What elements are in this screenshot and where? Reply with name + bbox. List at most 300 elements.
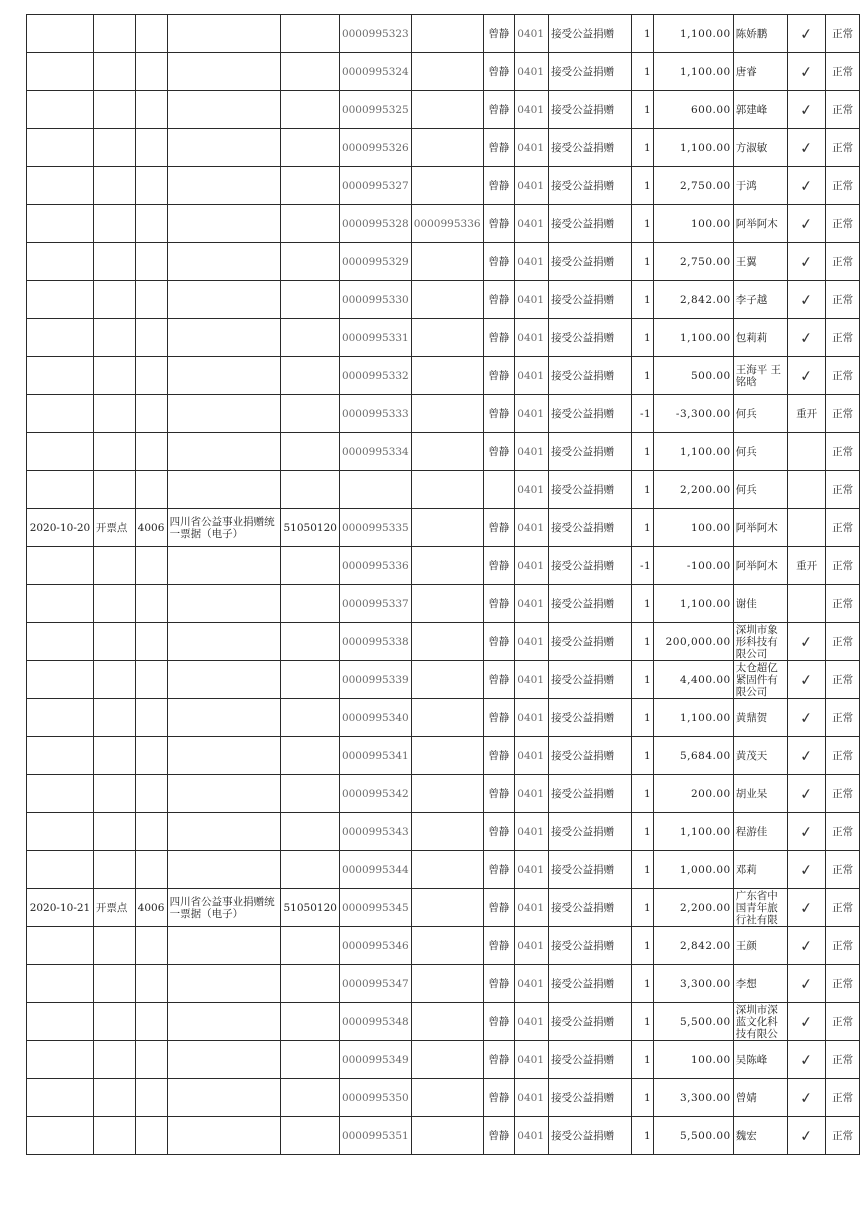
table-row [27,395,860,433]
end-number-cell [411,699,483,737]
start-number-cell [339,965,411,1003]
point-code-cell [135,661,167,699]
item-name-cell [549,1003,632,1041]
bill-type-cell [167,1117,281,1155]
end-number-cell [411,243,483,281]
point-code-cell [135,129,167,167]
handler-text: 曾静 [488,522,510,534]
donor-cell [733,281,787,319]
check-mark-icon: ✓ [799,175,814,196]
check-mark-cell [787,1079,825,1117]
issue-date-text: 2020-10-20 [29,521,91,534]
start-number-cell [339,1117,411,1155]
donor-name: 王翼 [735,255,757,268]
start-number-text: 0000995334 [341,445,409,458]
amount-cell [654,813,734,851]
end-number-cell [411,927,483,965]
donor-cell [733,471,787,509]
quantity-text: 1 [643,445,652,458]
status-cell [826,1117,860,1155]
quantity-text: 1 [643,179,652,192]
check-mark-icon: ✓ [799,669,814,690]
item-code-cell [515,547,549,585]
amount-cell [654,129,734,167]
check-mark-text: 重开 [796,560,818,572]
issue-date-cell [27,813,94,851]
start-number-cell [339,319,411,357]
check-mark-cell [787,205,825,243]
donor-name: 王海平 王铭晗 [735,363,782,388]
amount-cell [654,737,734,775]
item-code-text: 0401 [517,103,545,116]
issue-point-cell [93,813,135,851]
item-code-text: 0401 [517,1053,545,1066]
issue-point-cell [93,699,135,737]
item-code-text: 0401 [517,787,545,800]
item-code-cell [515,129,549,167]
handler-cell [483,167,515,205]
amount-cell [654,927,734,965]
handler-text: 曾静 [488,1054,510,1066]
issue-point-cell [93,53,135,91]
check-mark-icon: ✓ [799,897,814,918]
table-row [27,281,860,319]
status-cell [826,91,860,129]
item-name-text: 接受公益捐赠 [551,142,615,154]
check-mark-icon: ✓ [799,745,814,766]
bill-code-cell [281,1079,339,1117]
check-mark-cell [787,927,825,965]
issue-point-cell [93,281,135,319]
quantity-text: 1 [643,331,652,344]
handler-cell [483,699,515,737]
item-code-cell [515,167,549,205]
issue-point-cell [93,1041,135,1079]
quantity-text: 1 [643,1053,652,1066]
item-code-cell [515,509,549,547]
bill-type-cell [167,1041,281,1079]
table-row [27,661,860,699]
quantity-text: 1 [643,217,652,230]
donor-cell [733,129,787,167]
item-name-text: 接受公益捐赠 [551,370,615,382]
start-number-text: 0000995323 [341,27,409,40]
status-text: 正常 [832,788,854,800]
check-mark-cell [787,889,825,927]
item-name-text: 接受公益捐赠 [551,1092,615,1104]
item-name-cell [549,699,632,737]
issue-point-cell [93,395,135,433]
quantity-text: 1 [643,711,652,724]
issue-date-cell [27,205,94,243]
item-name-cell [549,623,632,661]
check-mark-cell [787,585,825,623]
table-row [27,1041,860,1079]
handler-cell [483,889,515,927]
amount-text: 200.00 [690,787,731,800]
start-number-cell [339,15,411,53]
item-code-cell [515,775,549,813]
quantity-text: 1 [643,597,652,610]
quantity-text: 1 [643,863,652,876]
item-name-cell [549,737,632,775]
table-row [27,319,860,357]
issue-date-cell [27,319,94,357]
amount-text: 1,100.00 [679,141,731,154]
handler-cell [483,471,515,509]
item-code-text: 0401 [517,331,545,344]
status-text: 正常 [832,256,854,268]
end-number-cell [411,433,483,471]
point-code-cell [135,53,167,91]
item-code-text: 0401 [517,65,545,78]
donor-cell [733,851,787,889]
check-mark-cell [787,1003,825,1041]
item-name-cell [549,813,632,851]
bill-type-cell [167,547,281,585]
amount-text: 200,000.00 [665,635,731,648]
handler-cell [483,927,515,965]
status-text: 正常 [832,978,854,990]
item-code-cell [515,91,549,129]
handler-cell [483,813,515,851]
quantity-cell [632,1003,654,1041]
issue-date-cell [27,281,94,319]
end-number-cell [411,1079,483,1117]
handler-cell [483,91,515,129]
start-number-text: 0000995346 [341,939,409,952]
status-cell [826,813,860,851]
status-cell [826,281,860,319]
check-mark-icon: ✓ [799,1087,814,1108]
status-text: 正常 [832,66,854,78]
status-cell [826,471,860,509]
point-code-cell [135,813,167,851]
start-number-text: 0000995332 [341,369,409,382]
donor-name: 深圳市深蓝文化科技有限公 [735,1003,778,1040]
start-number-text: 0000995348 [341,1015,409,1028]
handler-cell [483,1117,515,1155]
donor-name: 广东省中国青年旅行社有限 [735,889,778,926]
bill-code-cell [281,661,339,699]
start-number-cell [339,509,411,547]
donor-name: 程游佳 [735,825,768,838]
item-code-text: 0401 [517,1129,545,1142]
bill-code-text: 51050120 [283,901,337,914]
start-number-cell [339,53,411,91]
check-mark-cell [787,281,825,319]
item-name-cell [549,357,632,395]
point-code-cell [135,1117,167,1155]
start-number-text: 0000995345 [341,901,409,914]
quantity-cell [632,851,654,889]
handler-text: 曾静 [488,978,510,990]
check-mark-cell [787,775,825,813]
bill-code-cell [281,281,339,319]
bill-code-cell [281,433,339,471]
issue-point-cell [93,471,135,509]
issue-point-cell [93,965,135,1003]
quantity-text: 1 [643,141,652,154]
amount-cell [654,1003,734,1041]
amount-cell [654,1117,734,1155]
status-cell [826,1079,860,1117]
handler-text: 曾静 [488,560,510,572]
point-code-cell [135,319,167,357]
status-cell [826,927,860,965]
point-code-cell [135,357,167,395]
amount-cell [654,965,734,1003]
check-mark-cell [787,319,825,357]
item-name-text: 接受公益捐赠 [551,560,615,572]
ledger-rows [27,15,860,1155]
table-row [27,471,860,509]
issue-date-cell [27,737,94,775]
status-cell [826,509,860,547]
item-name-text: 接受公益捐赠 [551,712,615,724]
quantity-text: 1 [643,483,652,496]
point-code-cell [135,699,167,737]
quantity-cell [632,813,654,851]
item-code-cell [515,585,549,623]
status-text: 正常 [832,332,854,344]
item-name-text: 接受公益捐赠 [551,484,615,496]
quantity-cell [632,319,654,357]
item-code-cell [515,965,549,1003]
status-text: 正常 [832,28,854,40]
status-text: 正常 [832,864,854,876]
quantity-cell [632,281,654,319]
status-cell [826,15,860,53]
item-code-text: 0401 [517,977,545,990]
check-mark-icon: ✓ [799,327,814,348]
end-number-cell [411,395,483,433]
issue-point-text: 开票点 [95,902,128,914]
end-number-text: 0000995336 [413,217,481,230]
item-name-cell [549,509,632,547]
item-code-text: 0401 [517,255,545,268]
amount-cell [654,1041,734,1079]
handler-text: 曾静 [488,66,510,78]
amount-text: -100.00 [686,559,731,572]
donor-name: 魏宏 [735,1129,757,1142]
donor-name: 郭建峰 [735,103,768,116]
bill-code-cell [281,623,339,661]
item-name-cell [549,433,632,471]
issue-date-cell [27,547,94,585]
item-code-cell [515,889,549,927]
start-number-text: 0000995342 [341,787,409,800]
start-number-text: 0000995336 [341,559,409,572]
item-name-cell [549,129,632,167]
table-row [27,737,860,775]
amount-text: 3,300.00 [679,977,731,990]
issue-point-cell [93,1079,135,1117]
donor-name: 阿举阿木 [735,559,778,572]
donor-name: 曾婧 [735,1091,757,1104]
item-code-cell [515,281,549,319]
quantity-cell [632,737,654,775]
bill-type-cell [167,1003,281,1041]
item-code-cell [515,471,549,509]
start-number-cell [339,889,411,927]
point-code-cell [135,509,167,547]
item-name-text: 接受公益捐赠 [551,674,615,686]
item-name-cell [549,547,632,585]
handler-cell [483,319,515,357]
bill-code-cell [281,965,339,1003]
amount-cell [654,471,734,509]
check-mark-cell [787,357,825,395]
bill-code-cell [281,357,339,395]
status-cell [826,433,860,471]
amount-cell [654,53,734,91]
status-text: 正常 [832,674,854,686]
start-number-cell [339,471,411,509]
item-code-cell [515,851,549,889]
check-mark-cell [787,661,825,699]
end-number-cell [411,1003,483,1041]
start-number-cell [339,585,411,623]
start-number-text: 0000995326 [341,141,409,154]
handler-text: 曾静 [488,864,510,876]
check-mark-icon: ✓ [799,289,814,310]
check-mark-icon: ✓ [799,783,814,804]
amount-text: 1,100.00 [679,27,731,40]
issue-date-cell [27,243,94,281]
check-mark-icon: ✓ [799,61,814,82]
item-name-cell [549,889,632,927]
start-number-text: 0000995331 [341,331,409,344]
quantity-cell [632,699,654,737]
item-name-text: 接受公益捐赠 [551,636,615,648]
start-number-cell [339,395,411,433]
item-code-text: 0401 [517,901,545,914]
item-code-cell [515,813,549,851]
donor-cell [733,433,787,471]
donor-cell [733,243,787,281]
point-code-cell [135,15,167,53]
table-row [27,91,860,129]
start-number-text: 0000995324 [341,65,409,78]
item-name-text: 接受公益捐赠 [551,66,615,78]
item-code-cell [515,319,549,357]
quantity-text: 1 [643,293,652,306]
check-mark-cell [787,53,825,91]
donor-name: 何兵 [735,483,757,496]
quantity-cell [632,927,654,965]
amount-text: 100.00 [690,521,731,534]
donor-cell [733,1079,787,1117]
item-name-text: 接受公益捐赠 [551,826,615,838]
handler-text: 曾静 [488,370,510,382]
point-code-cell [135,395,167,433]
item-code-cell [515,623,549,661]
point-code-text: 4006 [137,901,165,914]
item-name-text: 接受公益捐赠 [551,1130,615,1142]
start-number-cell [339,167,411,205]
amount-cell [654,661,734,699]
quantity-text: 1 [643,749,652,762]
check-mark-text: 重开 [796,408,818,420]
status-cell [826,205,860,243]
bill-type-cell [167,281,281,319]
issue-point-text: 开票点 [95,522,128,534]
handler-cell [483,15,515,53]
item-code-cell [515,433,549,471]
donor-cell [733,167,787,205]
amount-text: 4,400.00 [679,673,731,686]
donor-name: 胡业呆 [735,787,768,800]
check-mark-cell [787,965,825,1003]
point-code-cell [135,281,167,319]
end-number-cell [411,585,483,623]
status-text: 正常 [832,294,854,306]
point-code-cell [135,433,167,471]
quantity-text: 1 [643,27,652,40]
amount-cell [654,585,734,623]
status-cell [826,737,860,775]
donor-cell [733,357,787,395]
handler-cell [483,1079,515,1117]
amount-text: 2,750.00 [679,179,731,192]
end-number-cell [411,53,483,91]
status-text: 正常 [832,446,854,458]
issue-date-text: 2020-10-21 [29,901,91,914]
item-name-text: 接受公益捐赠 [551,332,615,344]
table-row [27,243,860,281]
item-name-cell [549,319,632,357]
quantity-cell [632,889,654,927]
status-text: 正常 [832,408,854,420]
amount-cell [654,623,734,661]
start-number-text: 0000995343 [341,825,409,838]
start-number-text: 0000995327 [341,179,409,192]
quantity-text: 1 [643,103,652,116]
donor-cell [733,15,787,53]
point-code-cell [135,243,167,281]
check-mark-icon: ✓ [799,23,814,44]
handler-cell [483,1041,515,1079]
item-code-text: 0401 [517,369,545,382]
donor-cell [733,509,787,547]
start-number-cell [339,281,411,319]
start-number-cell [339,927,411,965]
status-cell [826,889,860,927]
donor-name: 太仓超亿紧固件有限公司 [735,661,778,698]
issue-point-cell [93,1117,135,1155]
issue-point-cell [93,243,135,281]
issue-date-cell [27,91,94,129]
quantity-text: 1 [643,939,652,952]
bill-code-cell [281,851,339,889]
status-text: 正常 [832,636,854,648]
handler-cell [483,281,515,319]
table-row [27,205,860,243]
status-cell [826,699,860,737]
status-text: 正常 [832,598,854,610]
check-mark-icon: ✓ [799,251,814,272]
status-cell [826,167,860,205]
end-number-cell [411,813,483,851]
amount-cell [654,889,734,927]
handler-text: 曾静 [488,294,510,306]
amount-text: 5,500.00 [679,1015,731,1028]
item-name-text: 接受公益捐赠 [551,1054,615,1066]
bill-code-cell [281,889,339,927]
amount-cell [654,281,734,319]
status-cell [826,1003,860,1041]
